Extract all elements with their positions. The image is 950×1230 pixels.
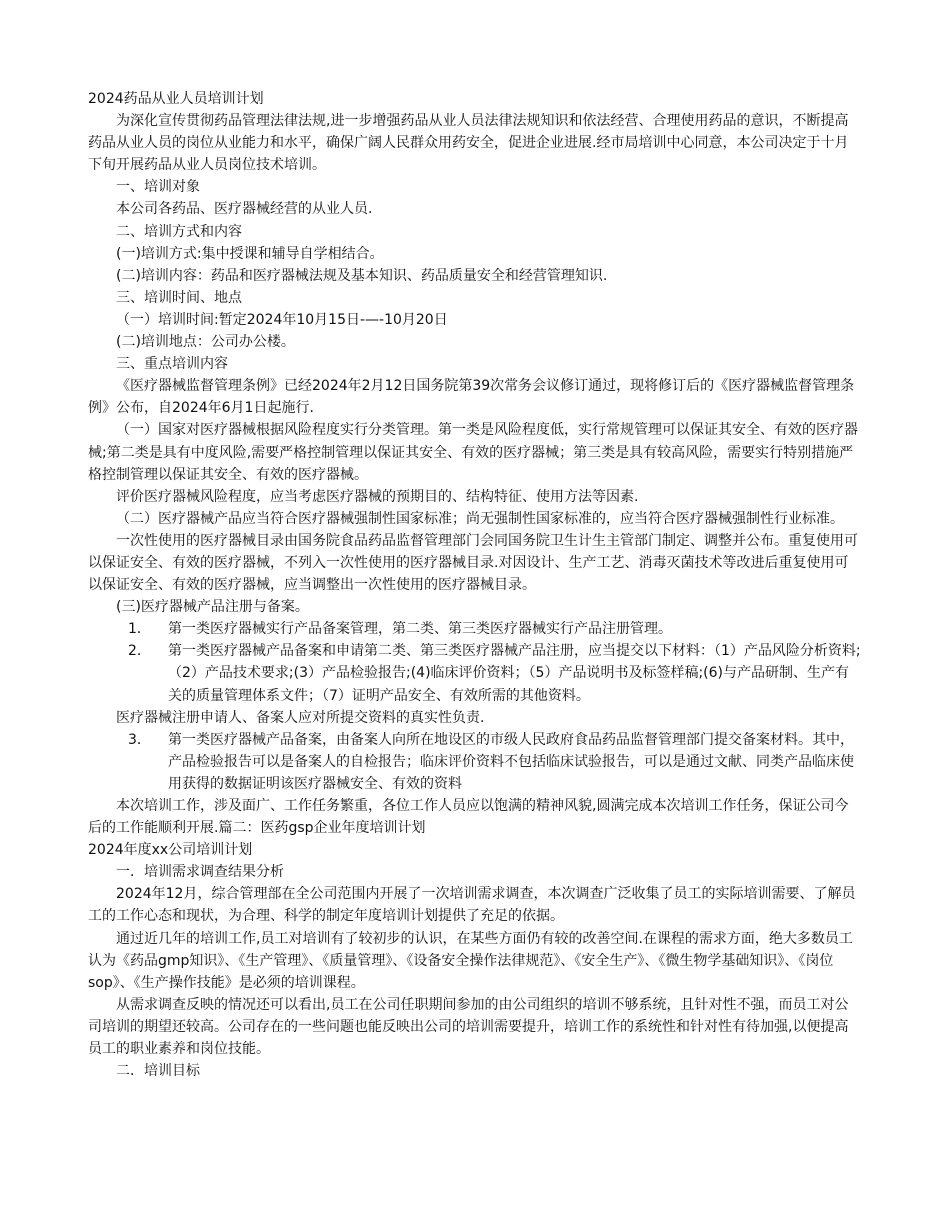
section-heading: 三、重点培训内容 xyxy=(116,356,228,373)
list-item xyxy=(88,618,862,640)
paragraph: （二）医疗器械产品应当符合医疗器械强制性国家标准；尚无强制性国家标准的，应当符合医疗器械强制性行业标准。 xyxy=(116,510,844,527)
paragraph: 本次培训工作，涉及面广、工作任务繁重，各位工作人员应以饱满的精神风貌,圆满完成本次培训工作任务，保证公司今后的工作能顺利开展.篇二：医药gsp企业年度培训计划 xyxy=(88,798,849,837)
paragraph: (一)培训方式:集中授课和辅导自学相结合。 xyxy=(116,245,384,262)
paragraph: 本公司各药品、医疗器械经营的从业人员. xyxy=(116,201,373,218)
section-heading: 二、培训方式和内容 xyxy=(116,223,242,240)
paragraph: 医疗器械注册申请人、备案人应对所提交资料的真实性负责. xyxy=(116,709,485,726)
list-text: 第一类医疗器械产品备案和申请第二类、第三类医疗器械产品注册，应当提交以下材料：（1）产品风险分析资料;（2）产品技术要求;(3）产品检验报告;(4)临床评价资料；（5）产品说明书及标签样稿;(6)与产品研制、生产有关的质量管理体系文件；（7）证明产品安全、有效所需的其他资料。 xyxy=(168,643,861,704)
list-number: 2． xyxy=(128,643,151,660)
paragraph: 2024年12月，综合管理部在全公司范围内开展了一次培训需求调查，本次调查广泛收集了员工的实际培训需要、了解员工的工作心态和现状，为合理、科学的制定年度培训计划提供了充足的依据。 xyxy=(88,886,856,925)
part2-title: 2024年度xx公司培训计划 xyxy=(88,842,253,859)
paragraph: （一）培训时间:暂定2024年10月15日-—-10月20日 xyxy=(116,311,448,328)
intro-paragraph: 为深化宣传贯彻药品管理法律法规,进一步增强药品从业人员法律法规知识和依法经营、合理使用药品的意识，不断提高药品从业人员的岗位从业能力和水平，确保广阔人民群众用药安全，促进企业进展.经市局培训中心同意，本公司决定于十月下旬开展药品从业人员岗位技术培训。 xyxy=(88,113,849,174)
section-heading: 三、培训时间、地点 xyxy=(116,289,242,306)
document-page xyxy=(88,88,862,1082)
list-text: 第一类医疗器械实行产品备案管理，第二类、第三类医疗器械实行产品注册管理。 xyxy=(168,621,672,638)
list-item xyxy=(88,640,862,706)
paragraph: 从需求调查反映的情况还可以看出,员工在公司任职期间参加的由公司组织的培训不够系统，且针对性不强，而员工对公司培训的期望还较高。公司存在的一些问题也能反映出公司的培训需要提升，培训工作的系统性和针对性有待加强,以便提高员工的职业素养和岗位技能。 xyxy=(88,996,849,1058)
list-number: 1． xyxy=(128,621,151,638)
paragraph: (三)医疗器械产品注册与备案。 xyxy=(116,599,309,616)
paragraph: 《医疗器械监督管理条例》已经2024年2月12日国务院第39次常务会议修订通过，现将修订后的《医疗器械监督管理条例》公布，自2024年6月1日起施行. xyxy=(88,378,855,417)
paragraph: (二)培训内容：药品和医疗器械法规及基本知识、药品质量安全和经营管理知识. xyxy=(116,267,608,284)
paragraph: (二)培训地点：公司办公楼。 xyxy=(116,334,295,351)
paragraph: 通过近几年的培训工作,员工对培训有了较初步的认识，在某些方面仍有较的改善空间.在课程的需求方面，绝大多数员工认为《药品gmp知识》、《生产管理》、《质量管理》、《设备安全操作法律规范》、《安全生产》、《微生物学基础知识》、《岗位sop》、《生产操作技能》是必须的培训课程。 xyxy=(88,930,853,991)
section-heading: 一．培训需求调查结果分析 xyxy=(116,864,284,881)
section-heading: 二．培训目标 xyxy=(116,1063,200,1080)
list-item xyxy=(88,729,862,795)
paragraph: 一次性使用的医疗器械目录由国务院食品药品监督管理部门会同国务院卫生计生主管部门制定、调整并公布。重复使用可以保证安全、有效的医疗器械，不列入一次性使用的医疗器械目录.对因设计、生产工艺、消毒灭菌技术等改进后重复使用可以保证安全、有效的医疗器械，应当调整出一次性使用的医疗器械目录。 xyxy=(88,532,858,594)
section-heading: 一、培训对象 xyxy=(116,179,200,196)
list-number: 3． xyxy=(128,731,151,748)
list-text: 第一类医疗器械产品备案，由备案人向所在地设区的市级人民政府食品药品监督管理部门提交备案材料。其中，产品检验报告可以是备案人的自检报告；临床评价资料不包括临床试验报告，可以是通过文献、同类产品临床使用获得的数据证明该医疗器械安全、有效的资料 xyxy=(168,731,854,792)
document-title: 2024药品从业人员培训计划 xyxy=(88,91,264,107)
paragraph: （一）国家对医疗器械根据风险程度实行分类管理。第一类是风险程度低，实行常规管理可以保证其安全、有效的医疗器械;第二类是具有中度风险,需要严格控制管理以保证其安全、有效的医疗器械；第三类是具有较高风险，需要实行特别措施严格控制管理以保证其安全、有效的医疗器械。 xyxy=(88,422,858,483)
paragraph: 评价医疗器械风险程度，应当考虑医疗器械的预期目的、结构特征、使用方法等因素. xyxy=(116,488,639,505)
